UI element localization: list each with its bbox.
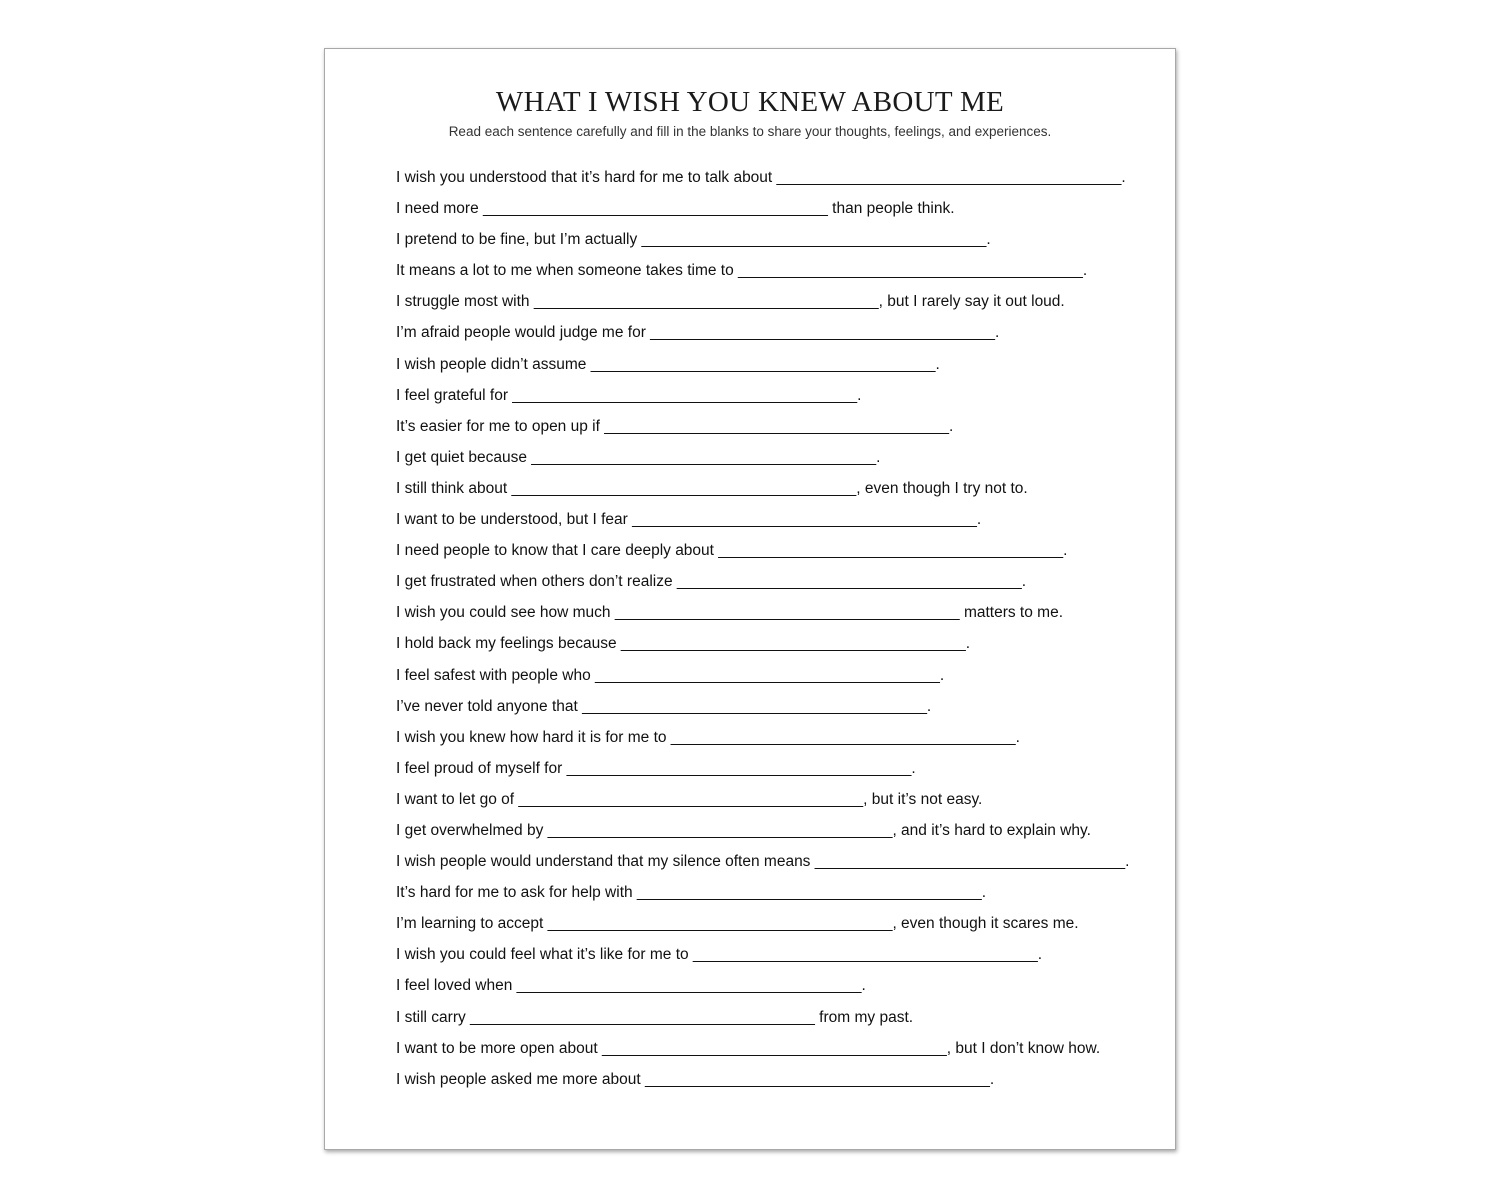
worksheet-instructions: Read each sentence carefully and fill in the blanks to share your thoughts, feelings, and experiences. [448, 124, 1052, 139]
fill-in-prompt: I’m learning to accept ________________________________________, even though it scares me. [396, 915, 1079, 933]
fill-in-prompt: It’s easier for me to open up if ________________________________________. [396, 417, 954, 435]
fill-in-prompt: I feel safest with people who ________________________________________. [396, 666, 945, 684]
fill-in-prompt: I feel grateful for ________________________________________. [396, 386, 862, 404]
fill-in-prompt: I hold back my feelings because ________________________________________. [396, 635, 970, 653]
fill-in-prompt: I wish people asked me more about ________________________________________. [396, 1070, 995, 1088]
fill-in-prompt: I pretend to be fine, but I’m actually ________________________________________. [396, 231, 991, 249]
fill-in-prompt: I wish you could see how much ________________________________________ matters to me. [396, 604, 1064, 622]
fill-in-prompt: I wish people would understand that my silence often means ____________________________________. [396, 853, 1130, 871]
fill-in-prompt: I wish people didn’t assume ________________________________________. [396, 355, 940, 373]
fill-in-prompt: I’m afraid people would judge me for ________________________________________. [396, 324, 1000, 342]
fill-in-prompt: I wish you could feel what it’s like for me to ________________________________________. [396, 946, 1043, 964]
prompt-list [396, 162, 1129, 1095]
fill-in-prompt: I feel proud of myself for ________________________________________. [396, 759, 916, 777]
fill-in-prompt: I want to be understood, but I fear ________________________________________. [396, 511, 982, 529]
fill-in-prompt: I need people to know that I care deeply about ________________________________________. [396, 542, 1068, 560]
fill-in-prompt: I still carry ________________________________________ from my past. [396, 1008, 914, 1026]
fill-in-prompt: I still think about ________________________________________, even though I try not to. [396, 479, 1028, 497]
fill-in-prompt: I wish you understood that it’s hard for me to talk about ________________________________________. [396, 169, 1126, 186]
fill-in-prompt: I need more ________________________________________ than people think. [396, 200, 955, 218]
fill-in-prompt: It means a lot to me when someone takes time to ________________________________________. [396, 262, 1088, 280]
fill-in-prompt: I get frustrated when others don’t realize ________________________________________. [396, 573, 1026, 591]
fill-in-prompt: I feel loved when ________________________________________. [396, 977, 866, 995]
fill-in-prompt: I’ve never told anyone that ________________________________________. [396, 697, 932, 715]
fill-in-prompt: I want to let go of ________________________________________, but it’s not easy. [396, 790, 983, 808]
fill-in-prompt: I get overwhelmed by ________________________________________, and it’s hard to explain why. [396, 821, 1091, 839]
worksheet-title: WHAT I WISH YOU KNEW ABOUT ME [495, 86, 1005, 118]
fill-in-prompt: I struggle most with ________________________________________, but I rarely say it out loud. [396, 293, 1065, 311]
fill-in-prompt: I wish you knew how hard it is for me to ________________________________________. [396, 728, 1020, 746]
fill-in-prompt: It’s hard for me to ask for help with ________________________________________. [396, 884, 987, 902]
fill-in-prompt: I get quiet because ________________________________________. [396, 448, 881, 466]
fill-in-prompt: I want to be more open about ________________________________________, but I don’t know how. [396, 1039, 1101, 1057]
